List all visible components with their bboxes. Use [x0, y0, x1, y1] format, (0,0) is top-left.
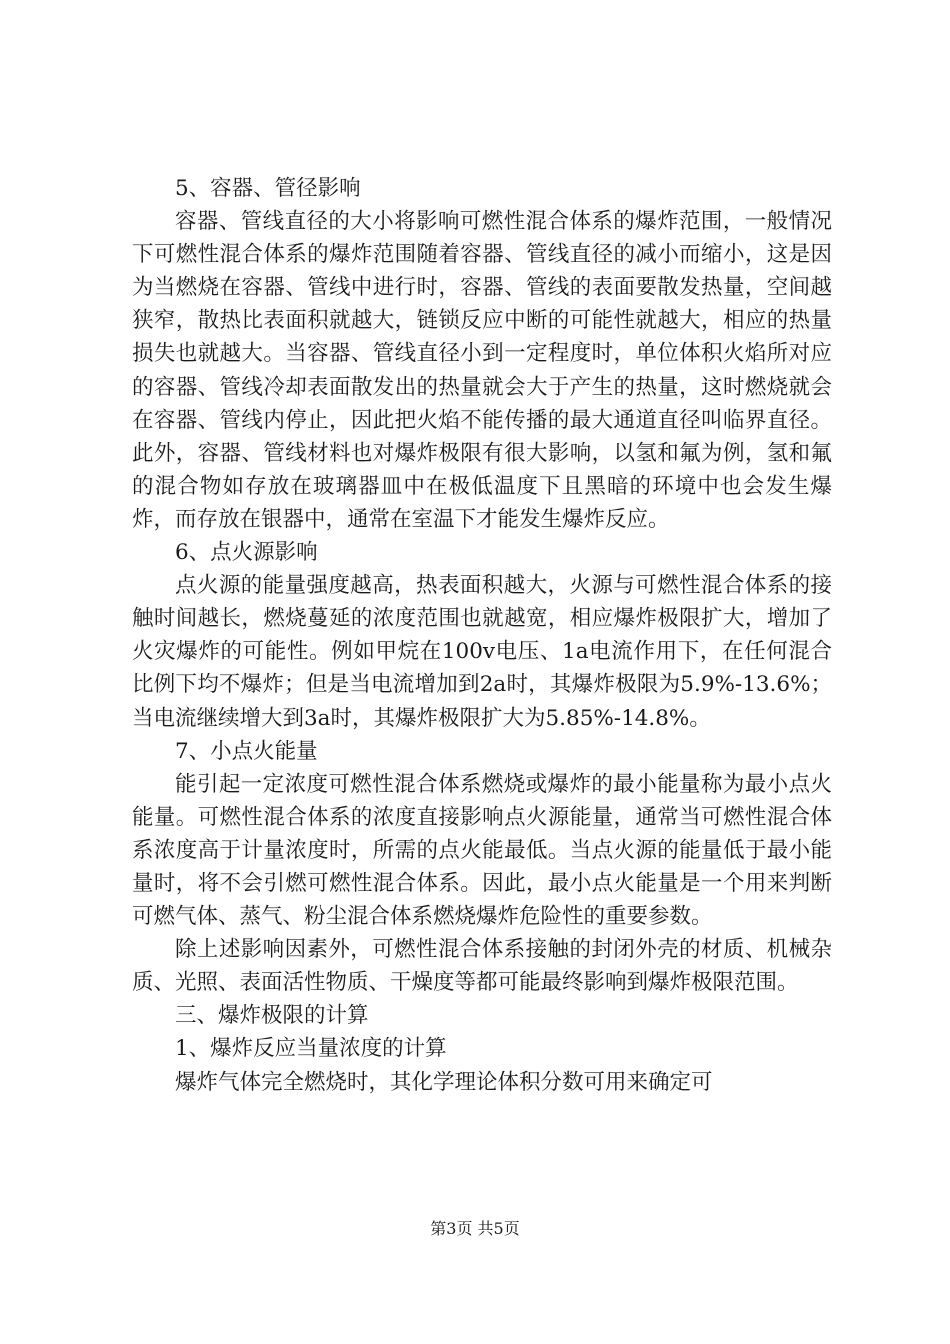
paragraph-other-factors: 除上述影响因素外，可燃性混合体系接触的封闭外壳的材质、机械杂质、光照、表面活性物质、干燥度等都可能最终影响到爆炸极限范围。 [132, 937, 832, 996]
section-heading-explosion-limit-calc: 三、爆炸极限的计算 [175, 1003, 369, 1029]
paragraph-min-ignition-energy: 能引起一定浓度可燃性混合体系燃烧或爆炸的最小能量称为最小点火能量。可燃性混合体系的浓度直接影响点火源能量，通常当可燃性混合体系浓度高于计量浓度时，所需的点火能最低。当点火源的能量低于最小能量时，将不会引燃可燃性混合体系。因此，最小点火能量是一个用来判断可燃气体、蒸气、粉尘混合体系燃烧爆炸危险性的重要参数。 [132, 771, 832, 930]
section-heading-min-ignition-energy: 7、小点火能量 [175, 738, 318, 764]
paragraph-ignition-source: 点火源的能量强度越高，热表面积越大，火源与可燃性混合体系的接触时间越长，燃烧蔓延的浓度范围也就越宽，相应爆炸极限扩大，增加了火灾爆炸的可能性。例如甲烷在100v电压、1a电流作用下，在任何混合比例下均不爆炸；但是当电流增加到2a时，其爆炸极限为5.9%-13.6%；当电流继续增大到3a时，其爆炸极限扩大为5.85%-14.8%。 [132, 573, 832, 731]
paragraph-equivalent-concentration: 爆炸气体完全燃烧时，其化学理论体积分数可用来确定可 [175, 1069, 713, 1095]
paragraph-container-diameter: 容器、管线直径的大小将影响可燃性混合体系的爆炸范围，一般情况下可燃性混合体系的爆炸范围随着容器、管线直径的减小而缩小，这是因为当燃烧在容器、管线中进行时，容器、管线的表面要散发热量，空间越狭窄，散热比表面积就越大，链锁反应中断的可能性就越大，相应的热量损失也就越大。当容器、管线直径小到一定程度时，单位体积火焰所对应的容器、管线冷却表面散发出的热量就会大于产生的热量，这时燃烧就会在容器、管线内停止，因此把火焰不能传播的最大通道直径叫临界直径。此外，容器、管线材料也对爆炸极限有很大影响，以氢和氟为例，氢和氟的混合物如存放在玻璃器皿中在极低温度下且黑暗的环境中也会发生爆炸，而存放在银器中，通常在室温下才能发生爆炸反应。 [132, 209, 832, 532]
section-heading-ignition-source: 6、点火源影响 [175, 540, 318, 566]
section-heading-equivalent-concentration: 1、爆炸反应当量浓度的计算 [175, 1036, 447, 1062]
page-number-footer: 第3页 共5页 [430, 1219, 520, 1238]
section-heading-container-diameter: 5、容器、管径影响 [175, 176, 361, 201]
document-body [132, 172, 832, 1099]
